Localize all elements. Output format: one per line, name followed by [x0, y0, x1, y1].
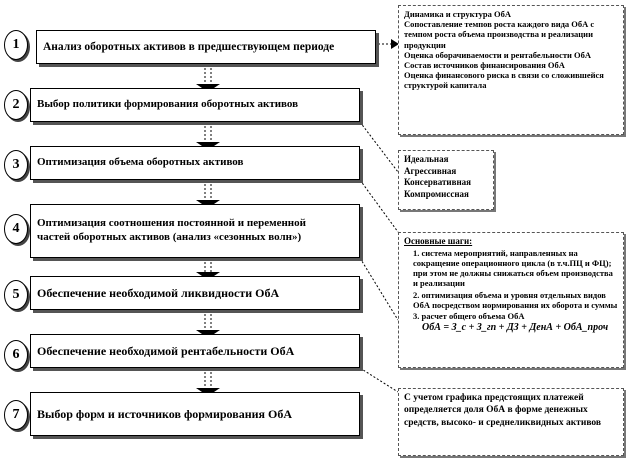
step-number: 2 — [4, 90, 28, 120]
step-box-7 — [30, 392, 360, 436]
note-step-item: 1. система мероприятий, направленных на сокращение операционного цикла (в т.ч.ПЦ и ФЦ); при этом не должны снижаться объем производства и реализации — [413, 247, 613, 289]
note-step-item: 3. расчет общего объема ОбА — [413, 310, 525, 321]
note-analysis-item: Оценка финансового риска в связи со сложившейся структурой капитала — [404, 70, 604, 91]
step-box-1 — [36, 30, 376, 64]
note-analysis-item: Сопоставление темпов роста каждого вида ОбА с темпом роста объема производства и реализации продукции — [404, 19, 595, 50]
note-analysis-item: Динамика и структура ОбА — [404, 9, 511, 19]
step-label: Выбор форм и источников формирования ОбА — [37, 406, 293, 421]
note-financing-text: С учетом графика предстоящих платежей определяется доля ОбА в форме денежных средств, высоко- и среднеликвидных активов — [404, 393, 602, 428]
note-financing — [398, 388, 624, 456]
step-label: Выбор политики формирования оборотных активов — [37, 98, 299, 111]
step-label: Анализ оборотных активов в предшествующем периоде — [43, 40, 335, 53]
step-number: 3 — [4, 150, 28, 180]
step-number: 4 — [4, 214, 28, 244]
step-box-4 — [30, 204, 360, 258]
step-label: Обеспечение необходимой рентабельности ОбА — [37, 343, 295, 358]
step-number: 7 — [4, 400, 28, 430]
step-label: Оптимизация объема оборотных активов — [37, 156, 244, 169]
step-number: 6 — [4, 340, 28, 370]
policy-type: Компромиссная — [404, 189, 469, 200]
step-box-3 — [30, 146, 360, 180]
note-analysis-item: Состав источников финансирования ОбА — [404, 59, 565, 70]
note-analysis-item: Оценка оборачиваемости и рентабельности ОбА — [404, 49, 592, 60]
formula: ОбА = З_c + З_гп + ДЗ + ДенА + ОбА_проч — [422, 322, 609, 334]
note-step-item: 2. оптимизация объема и уровня отдельных видов ОбА посредством нормирования их оборота и суммы — [413, 289, 618, 310]
step-label: Обеспечение необходимой ликвидности ОбА — [37, 285, 280, 300]
policy-type: Идеальная — [404, 154, 449, 164]
step-label-line-1: Оптимизация соотношения постоянной и переменной — [37, 217, 306, 230]
step-number: 1 — [4, 30, 28, 60]
note-main-steps — [398, 232, 624, 368]
step-box-5 — [30, 276, 360, 310]
step-box-6 — [30, 334, 360, 368]
step-box-2 — [30, 88, 360, 122]
policy-type: Агрессивная — [404, 165, 457, 176]
note-policy-types — [398, 150, 494, 210]
policy-type: Консервативная — [404, 177, 472, 188]
step-number: 5 — [4, 280, 28, 310]
note-steps-title: Основные шаги: — [404, 236, 473, 246]
step-label-line-2: частей оборотных активов (анализ «сезонных волн») — [37, 231, 302, 243]
note-analysis — [398, 5, 624, 135]
